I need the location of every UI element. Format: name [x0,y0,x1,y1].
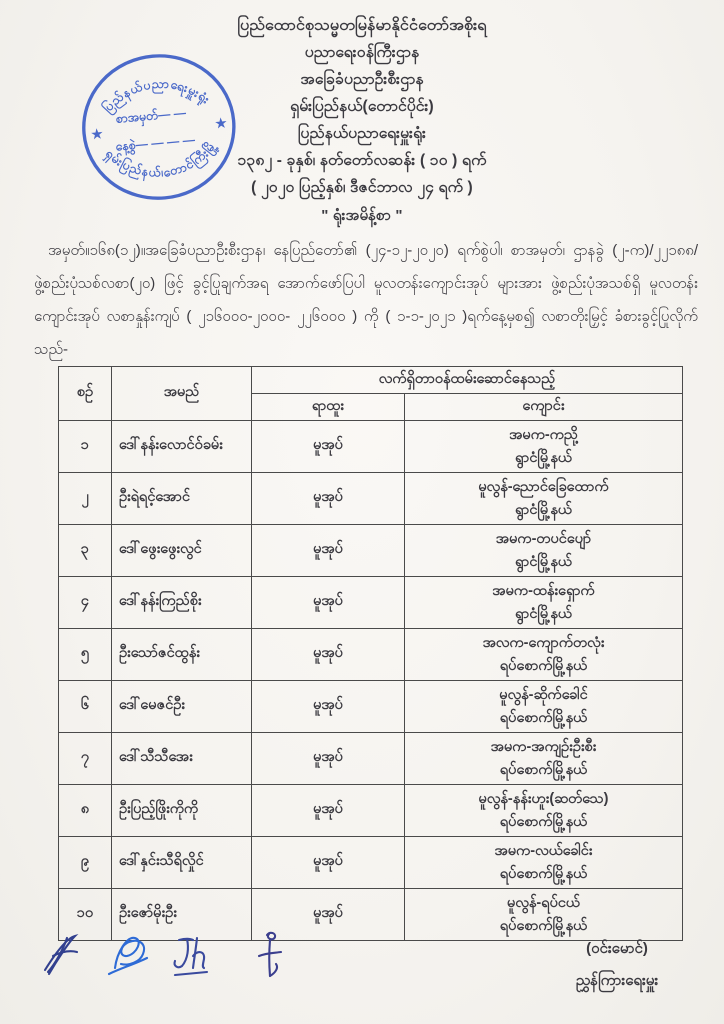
cell-school [405,889,683,941]
header-col-no: စဉ် [59,367,112,421]
cell-serial-no: ၇ [59,733,112,785]
table-row [59,837,683,889]
cell-school [405,629,683,681]
header-col-school: ကျောင်း [405,394,683,421]
signature-4-icon [259,933,281,976]
cell-school [405,473,683,525]
appointments-table [58,366,683,941]
cell-school-name: မူလွန်-ရပ်ငယ် [507,894,580,911]
header-col-position: ရာထူး [252,394,405,421]
order-body-text: အမှတ်။၁၆၈(၁၂)။အခြေခံပညာဦးစီးဌာန၊ နေပြည်တော်၏ (၂၄-၁၂-၂၀၂၀) ရက်စွဲပါ၊ စာအမှတ်၊ ဌာနခွဲ (၂-က)/၂၂၁၈၈/ဖွဲ့စည်းပုံသစ်လစာ(၂၀) ဖြင့် ခွင့်ပြုချက်အရ အောက်ဖော်ပြပါ မူလတန်းကျောင်းအုပ် များအား ဖွဲ့စည်းပုံအသစ်ရှိ မူလတန်းကျောင်းအုပ် လစာနှုန်းကျပ် ( ၂၁၆၀၀၀-၂၀၀၀- ၂၂၆၀၀၀ ) ကို ( ၁-၁-၂၀၂၁ )ရက်နေ့မှစ၍ လစာတိုးမြှင့် ခံစားခွင့်ပြုလိုက်သည်- [34,242,698,358]
table-row [59,733,683,785]
seal-top-arc-text: ပြည်နယ်ပညာရေးမှူးရုံး [100,76,213,116]
cell-serial-no: ၂ [59,473,112,525]
table-row [59,525,683,577]
cell-serial-no: ၆ [59,681,112,733]
cell-school-name: အမက-လယ်ခေါင်း [494,842,593,859]
cell-township: ရွာငံမြို့နယ် [515,501,572,518]
seal-star-right-icon: ★ [214,115,228,132]
cell-position: မူအုပ် [252,577,405,629]
cell-school-name: အလက-ကျောက်တလုံး [482,634,605,651]
cell-position: မူအုပ် [252,525,405,577]
seal-star-left-icon: ★ [90,125,104,142]
cell-serial-no: ၄ [59,577,112,629]
cell-township: ရပ်စောက်မြို့နယ် [499,709,588,726]
cell-township: ရပ်စောက်မြို့နယ် [499,865,588,882]
cell-position: မူအုပ် [252,421,405,473]
cell-school [405,525,683,577]
table-body [59,421,683,941]
office-name: ပြည်နယ်ပညာရေးမှူးရုံး [297,125,427,142]
header-col-name: အမည် [112,367,252,421]
cell-name: ဒေါ်သီသီအေး [112,733,252,785]
cell-school-name: မူလွန်-ဆိုက်ခေါင် [499,686,588,703]
cell-name: ဒေါ်နန်းလောင်ဝ်ခမ်း [112,421,252,473]
cell-name: ဒေါ်ဖွေးဖွေးလွင် [112,525,252,577]
table-row [59,681,683,733]
cell-name: ဒေါ်နန်းကြည်စိုး [112,577,252,629]
cell-township: ရပ်စောက်မြို့နယ် [499,917,588,934]
signature-3-icon [175,938,207,975]
signer-name: (ဝင်းမောင်) [586,940,648,957]
cell-school-name: အမက-အကျဉ်းဦးစီး [490,738,597,755]
signature-1-icon [45,936,77,974]
cell-school-name: မူလွန်-ညောင်ခြေထောက် [478,478,609,495]
cell-name: ဒေါ်မေဇင်ဦး [112,681,252,733]
cell-school-name: အမက-တပင်ပျော် [495,530,592,547]
cell-school [405,421,683,473]
cell-name: ဦးပြည့်ဖြိုးကိုကို [112,785,252,837]
government-title: ပြည်ထောင်စုသမ္မတမြန်မာနိုင်ငံတော်အစိုးရ [237,17,487,34]
table-row [59,785,683,837]
cell-township: ရွာငံမြို့နယ် [515,605,572,622]
cell-name: ဒေါ်နှင်းသီရိလှိုင် [112,837,252,889]
cell-serial-no: ၉ [59,837,112,889]
cell-name: ဦးရဲရင့်အောင် [112,473,252,525]
signer-title: ညွှန်ကြားရေးမှူး [575,972,659,989]
cell-name: ဦးသော်ဇင်ထွန်း [112,629,252,681]
signature-2-icon [109,938,147,974]
cell-name: ဦးဇော်မိုးဦး [112,889,252,941]
cell-serial-no: ၁၀ [59,889,112,941]
state-name: ရှမ်းပြည်နယ်(တောင်ပိုင်း) [290,98,434,115]
cell-township: ရပ်စောက်မြို့နယ် [499,761,588,778]
table-row [59,577,683,629]
cell-school [405,681,683,733]
header-col-current-duty: လက်ရှိတာဝန်ထမ်းဆောင်နေသည့် [252,367,683,394]
cell-serial-no: ၁ [59,421,112,473]
seal-field-date: နေ့စွဲ— — — — [115,132,196,154]
table-row [59,473,683,525]
cell-position: မူအုပ် [252,889,405,941]
cell-position: မူအုပ် [252,681,405,733]
cell-serial-no: ၈ [59,785,112,837]
cell-school-name: အမက-ကညို့ [509,426,578,443]
cell-position: မူအုပ် [252,473,405,525]
letterhead [0,12,724,229]
cell-township: ရပ်စောက်မြို့နယ် [499,813,588,830]
table-header [59,367,683,421]
department-name: အခြေခံပညာဦးစီးဌာန [300,71,424,88]
cell-serial-no: ၅ [59,629,112,681]
cell-school [405,577,683,629]
gregorian-date: ( ၂၀၂၀ ပြည့်နှစ်၊ ဒီဇင်ဘာလ ၂၄ ရက် ) [251,179,473,196]
cell-school-name: မူလွန်-နန်းဟူး(ဆတ်သေ) [478,790,609,807]
cell-position: မူအုပ် [252,785,405,837]
order-title: " ရုံးအမိန့်စာ " [321,207,403,224]
cell-position: မူအုပ် [252,629,405,681]
seal-field-letter-no: စာအမှတ်— — [115,105,187,126]
table-row [59,421,683,473]
cell-serial-no: ၃ [59,525,112,577]
cell-school [405,785,683,837]
myanmar-era-date: ၁၃၈၂ - ခုနှစ်၊ နတ်တော်လဆန်း ( ၁၀ ) ရက် [237,152,487,169]
table-row [59,629,683,681]
ministry-name: ပညာရေးဝန်ကြီးဌာန [304,44,420,61]
cell-school [405,837,683,889]
signatures [33,926,293,998]
signer-block [532,936,702,994]
cell-township: ရပ်စောက်မြို့နယ် [499,657,588,674]
seal-bottom-arc-text: ရှမ်းပြည်နယ်၊တောင်ကြီးမြို့ [102,137,220,180]
cell-position: မူအုပ် [252,837,405,889]
cell-township: ရွာငံမြို့နယ် [515,553,572,570]
cell-school-name: အမက-ထန်းရှောက် [492,582,595,599]
cell-township: ရွာငံမြို့နယ် [515,449,572,466]
cell-school [405,733,683,785]
cell-position: မူအုပ် [252,733,405,785]
